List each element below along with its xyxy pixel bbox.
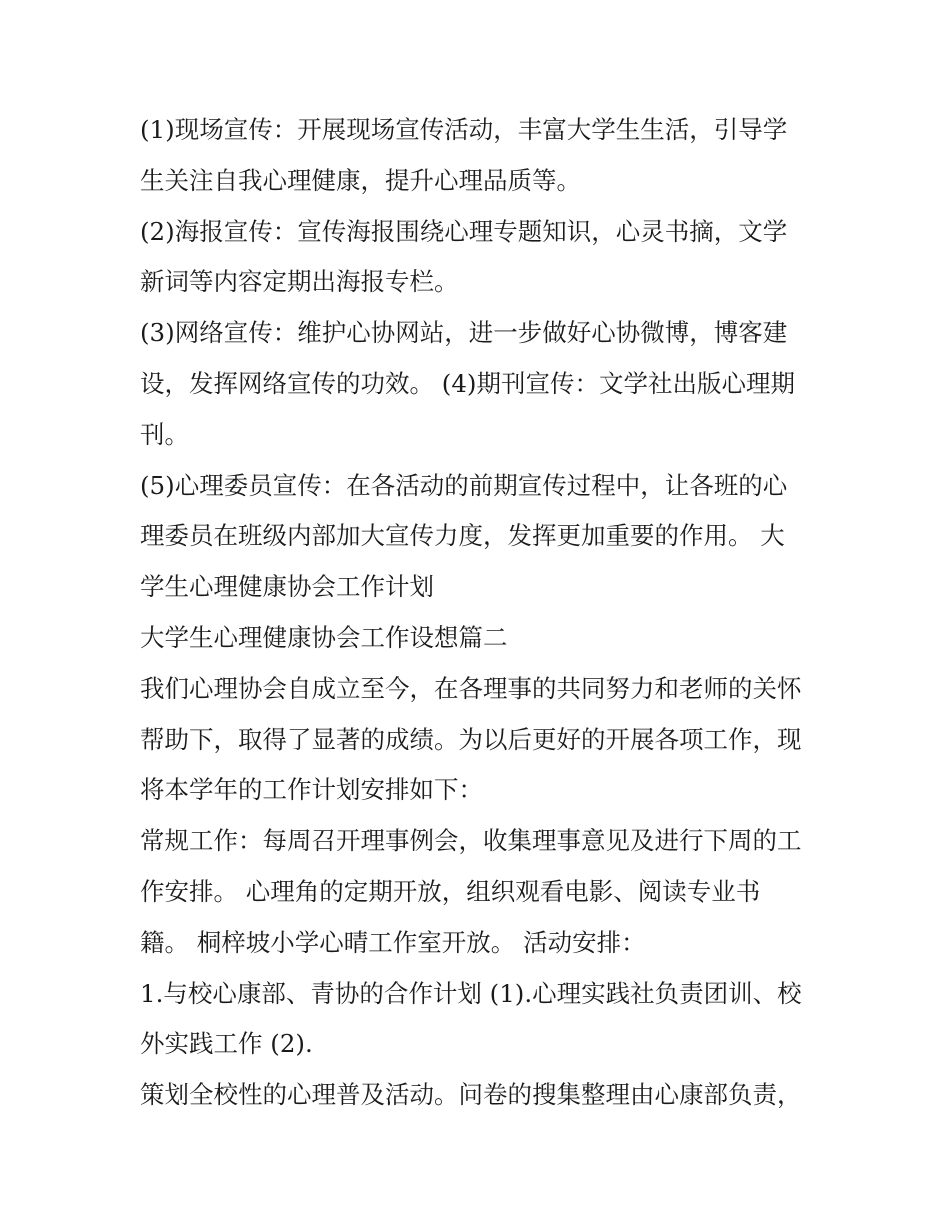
text-line: 常规工作：每周召开理事例会，收集理事意见及进行下周的工	[140, 826, 802, 856]
text-line: 新词等内容定期出海报专栏。	[140, 267, 459, 297]
text-line: (3)网络宣传：维护心协网站，进一步做好心协微博，博客建	[140, 318, 788, 348]
text-line: 设，发挥网络宣传的功效。 (4)期刊宣传：文学社出版心理期	[140, 368, 795, 398]
text-line: 理委员在班级内部加大宣传力度，发挥更加重要的作用。 大	[140, 521, 785, 551]
text-line: (1)现场宣传：开展现场宣传活动，丰富大学生生活，引导学	[140, 115, 788, 144]
text-line: 学生心理健康协会工作计划	[140, 572, 434, 602]
text-line: (5)心理委员宣传：在各活动的前期宣传过程中，让各班的心	[140, 470, 788, 500]
text-line: 生关注自我心理健康，提升心理品质等。	[140, 165, 581, 195]
text-line: 1.与校心康部、青协的合作计划 (1).心理实践社负责团训、校	[140, 978, 802, 1008]
text-line: 我们心理协会自成立至今，在各理事的共同努力和老师的关怀	[140, 673, 802, 703]
section-heading: 大学生心理健康协会工作设想篇二	[140, 622, 508, 652]
document-body	[140, 105, 820, 1121]
text-line: 帮助下，取得了显著的成绩。为以后更好的开展各项工作，现	[140, 724, 802, 754]
text-line: 将本学年的工作计划安排如下：	[140, 775, 483, 805]
text-line: 刊。	[140, 419, 189, 449]
text-line: 外实践工作 (2).	[140, 1029, 313, 1059]
text-line: 策划全校性的心理普及活动。问卷的搜集整理由心康部负责，	[140, 1080, 802, 1110]
text-line: 籍。 桐梓坡小学心晴工作室开放。 活动安排：	[140, 927, 646, 957]
text-line: 作安排。 心理角的定期开放，组织观看电影、阅读专业书	[140, 876, 761, 906]
text-line: (2)海报宣传：宣传海报围绕心理专题知识，心灵书摘，文学	[140, 216, 788, 246]
